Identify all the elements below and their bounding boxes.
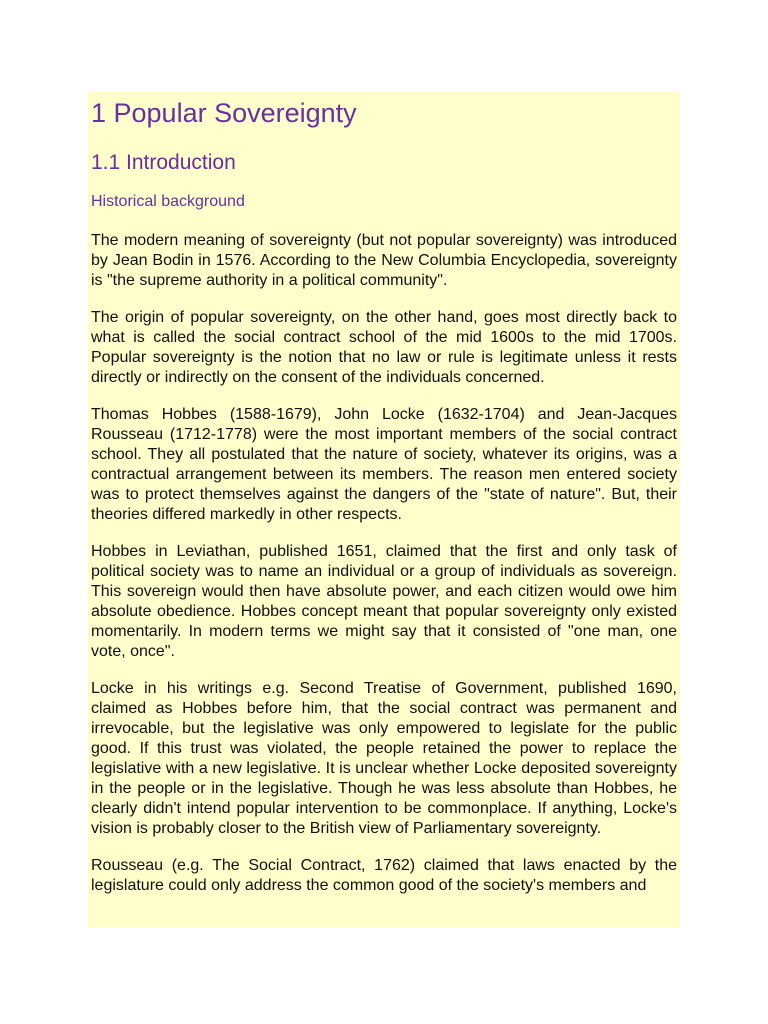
paragraph-hobbes: Hobbes in Leviathan, published 1651, claimed that the first and only task of political society was to name an individual or a group of individuals as sovereign. This sovereign would then have absolute power, and each citizen would owe him absolute obedience. Hobbes concept meant that popular sovereignty only existed momentarily. In modern terms we might say that it consisted of "one man, one vote, once".: [91, 543, 677, 660]
document-title: 1 Popular Sovereignty: [91, 98, 357, 128]
paragraph-locke: Locke in his writings e.g. Second Treatise of Government, published 1690, claimed as Hobbes before him, that the social contract was permanent and irrevocable, but the legislative was only empowered to legislate for the public good. If this trust was violated, the people retained the power to replace the legislative with a new legislative. It is unclear whether Locke deposited sovereignty in the people or in the legislative. Though he was less absolute than Hobbes, he clearly didn't intend popular intervention to be commonplace. If anything, Locke's vision is probably closer to the British view of Parliamentary sovereignty.: [91, 680, 677, 837]
section-heading: 1.1 Introduction: [91, 151, 236, 174]
paragraph-origin: The origin of popular sovereignty, on the other hand, goes most directly back to what is called the social contract school of the mid 1600s to the mid 1700s. Popular sovereignty is the notion that no law or rule is legitimate unless it rests directly or indirectly on the consent of the individuals concerned.: [91, 309, 677, 386]
paragraph-rousseau: Rousseau (e.g. The Social Contract, 1762) claimed that laws enacted by the legislature could only address the common good of the society's members and: [91, 857, 677, 894]
document-content: [88, 97, 680, 896]
paragraph-bodin: The modern meaning of sovereignty (but not popular sovereignty) was introduced by Jean Bodin in 1576. According to the New Columbia Encyclopedia, sovereignty is "the supreme authority in a political community".: [91, 232, 677, 289]
paragraph-social-contract: Thomas Hobbes (1588-1679), John Locke (1632-1704) and Jean-Jacques Rousseau (1712-1778) were the most important members of the social contract school. They all postulated that the nature of society, whatever its origins, was a contractual arrangement between its members. The reason men entered society was to protect themselves against the dangers of the "state of nature". But, their theories differed markedly in other respects.: [91, 406, 677, 523]
subsection-heading: Historical background: [91, 193, 245, 210]
document-page: [88, 92, 680, 928]
